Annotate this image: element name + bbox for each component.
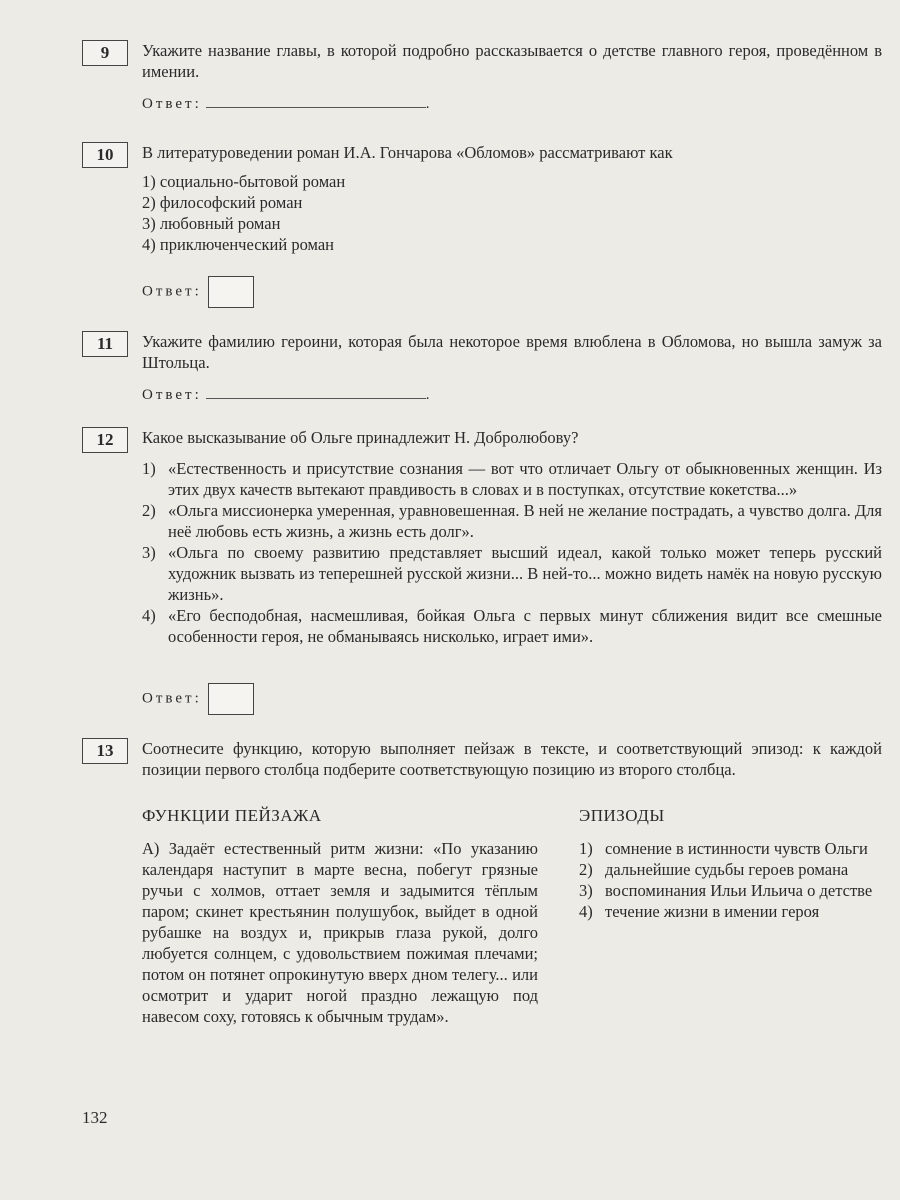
answer-row (142, 96, 433, 113)
options-list (142, 458, 882, 647)
answer-line[interactable] (206, 106, 426, 108)
option: 4) приключенческий роман (142, 235, 335, 254)
task-number: 11 (82, 331, 128, 357)
option: 4) «Его бесподобная, насмешливая, бойкая Ольга с первых минут сближения видит все смешные особенности героя, не обманываясь нисколько, играет ими». (142, 606, 882, 646)
task-13 (82, 738, 882, 1026)
option: 1) «Естественность и присутствие сознания — вот что отличает Ольгу от обыкновенных женщин. Из этих двух качеств вытекают правдивость в словах и в поступках, отсутствие кокетства...» (142, 459, 882, 499)
answer-end: . (425, 96, 433, 112)
task-number: 13 (82, 738, 128, 764)
option: 2) философский роман (142, 193, 303, 212)
answer-label: Ответ: (142, 690, 202, 707)
answer-box[interactable] (208, 683, 254, 715)
options-list (142, 171, 882, 255)
task-number: 12 (82, 427, 128, 453)
answer-row (142, 387, 433, 404)
task-question: Укажите название главы, в которой подробно рассказывается о детстве главного героя, проведённом в имении. (142, 41, 882, 81)
option: 1) социально-бытовой роман (142, 172, 346, 191)
functions-column (142, 806, 538, 1027)
answer-label: Ответ: (142, 387, 202, 403)
task-number: 10 (82, 142, 128, 168)
answer-line[interactable] (206, 397, 426, 399)
episodes-list (579, 838, 879, 922)
task-10 (82, 142, 882, 300)
episode-item: 2) дальнейшие судьбы героев романа (579, 860, 849, 879)
task-number: 9 (82, 40, 128, 66)
column-heading: ФУНКЦИИ ПЕЙЗАЖА (142, 806, 322, 825)
answer-label: Ответ: (142, 96, 202, 112)
option: 2) «Ольга миссионерка умеренная, уравновешенная. В ней не желание пострадать, а чувство долга. Для неё любовь есть жизнь, а жизнь есть долг». (142, 501, 882, 541)
page-number: 132 (82, 1108, 108, 1127)
answer-box[interactable] (208, 276, 254, 308)
task-9 (82, 40, 882, 112)
task-question: Соотнесите функцию, которую выполняет пейзаж в тексте, и соответствующий эпизод: к каждой позиции первого столбца подберите соответствующую позицию из второго столбца. (142, 739, 882, 779)
episode-item: 1) сомнение в истинности чувств Ольги (579, 839, 868, 858)
task-question: Укажите фамилию героини, которая была некоторое время влюблена в Обломова, но вышла замуж за Штольца. (142, 332, 882, 372)
task-question: Какое высказывание об Ольге принадлежит Н. Добролюбову? (142, 428, 579, 447)
task-11 (82, 331, 882, 403)
episode-item: 4) течение жизни в имении героя (579, 902, 820, 921)
answer-row (142, 276, 254, 308)
option: 3) любовный роман (142, 214, 281, 233)
column-heading: ЭПИЗОДЫ (579, 806, 665, 825)
answer-label: Ответ: (142, 283, 202, 300)
episodes-column (579, 806, 879, 922)
option: 3) «Ольга по своему развитию представляет высший идеал, какой только может теперь русский художник вызвать из теперешней русской жизни... В ней-то... можно видеть намёк на новую русскую жизнь». (142, 543, 882, 604)
answer-end: . (425, 387, 433, 403)
task-12 (82, 427, 882, 707)
episode-item: 3) воспоминания Ильи Ильича о детстве (579, 881, 873, 900)
task-question: В литературоведении роман И.А. Гончарова «Обломов» рассматривают как (142, 143, 673, 162)
answer-row (142, 683, 254, 715)
function-item: А) Задаёт естественный ритм жизни: «По указанию календаря наступит в марте весна, побегут грязные ручьи с холмов, оттает земля и задымится тёплым паром; скинет крестьянин полушубок, выйдет в одной рубашке на воздух и, прикрыв глаза рукой, долго любуется солнцем, с удовольствием пожимая плечами; потом он потянет опрокинутую вверх дном телегу... или осмотрит и ударит ногой праздно лежащую под навесом соху, готовясь к обычным трудам». (142, 839, 538, 1026)
